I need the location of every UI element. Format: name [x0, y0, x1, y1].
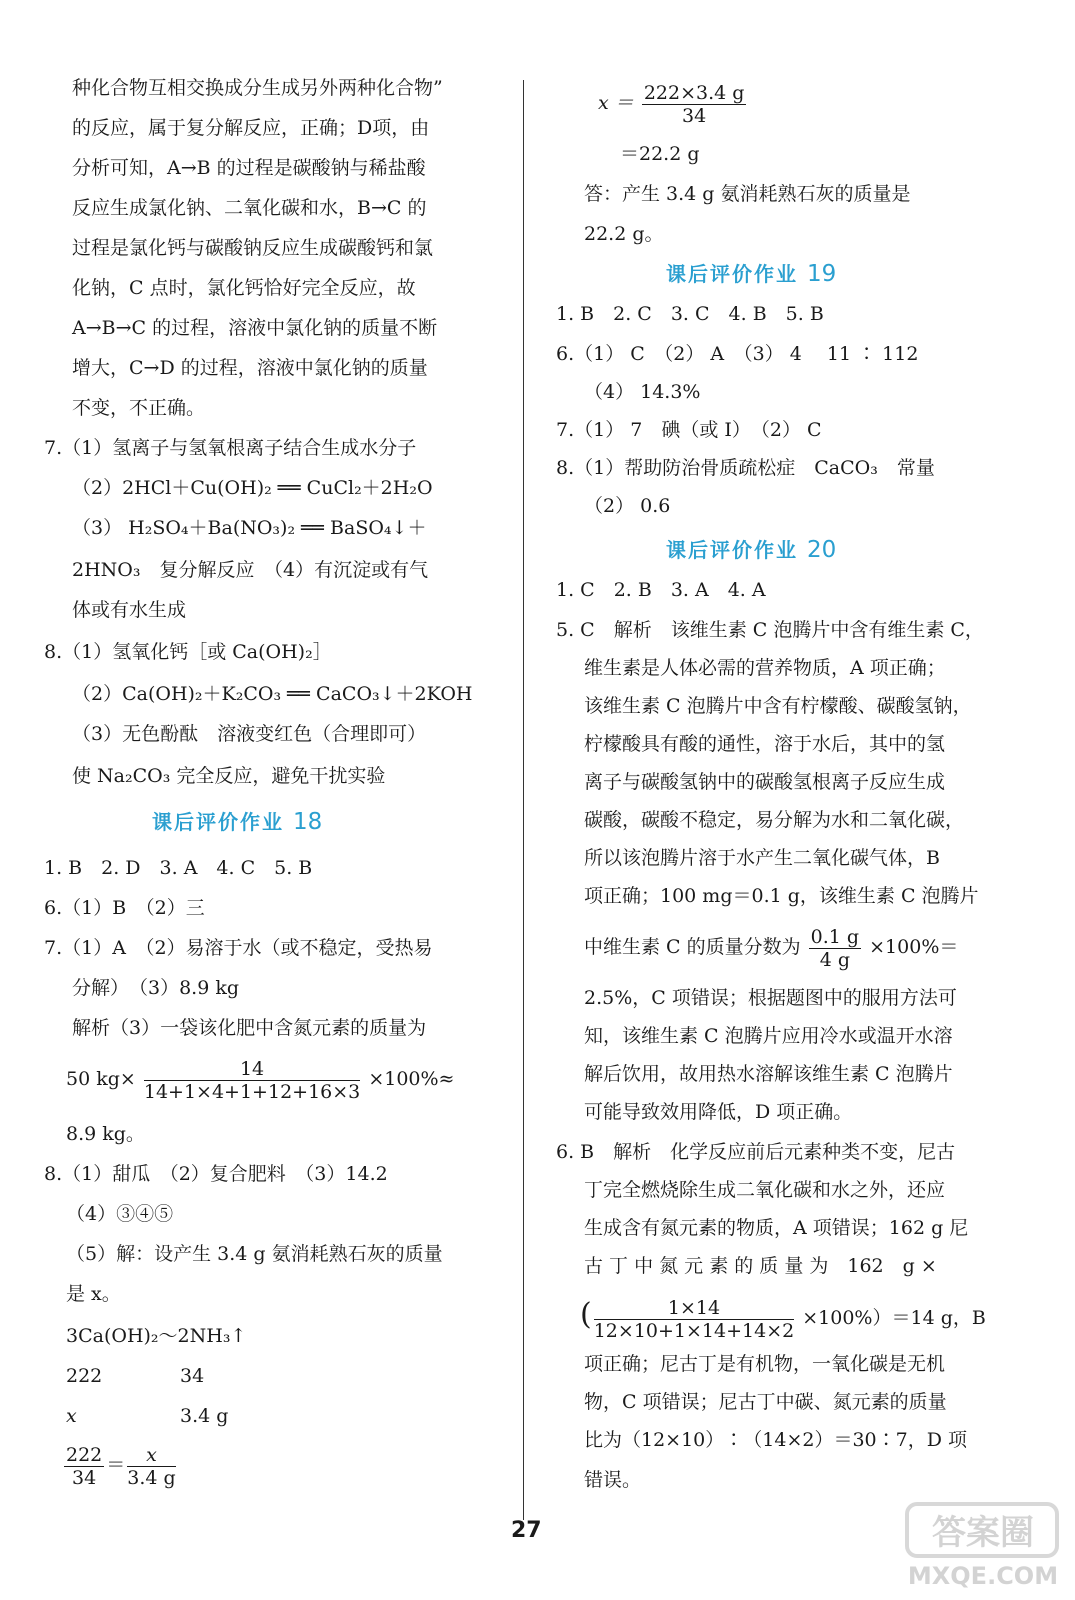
answer-line: 7.（1）A （2）易溶于水（或不稳定，受热易 — [44, 937, 433, 959]
formula-prefix: 中维生素 C 的质量分数为 — [584, 936, 801, 958]
text-line: 知，该维生素 C 泡腾片应用冷水或温开水溶 — [584, 1025, 953, 1047]
denominator: 12×10+1×14+14×2 — [593, 1319, 795, 1342]
text-line: A→B→C 的过程，溶液中氯化钠的质量不断 — [72, 317, 438, 339]
text-line: 反应生成氯化钠、二氧化碳和水，B→C 的 — [72, 197, 427, 219]
text-line: 物，C 项错误；尼古丁中碳、氮元素的质量 — [584, 1391, 947, 1413]
numerator: 222×3.4 g — [643, 81, 745, 104]
denominator: 4 g — [819, 948, 851, 971]
fraction — [127, 1444, 175, 1489]
answer-line: 答：产生 3.4 g 氨消耗熟石灰的质量是 — [584, 183, 911, 205]
page-number: 27 — [511, 1518, 542, 1543]
denominator: 14+1×4+1+12+16×3 — [143, 1080, 361, 1103]
section-heading-18 — [152, 806, 322, 835]
watermark-logo — [905, 1500, 1065, 1592]
answer-line: （4） 14.3% — [584, 381, 701, 403]
text-line: 离子与碳酸氢钠中的碳酸氢根离子反应生成 — [584, 771, 946, 793]
ratio-cell: 34 — [180, 1365, 205, 1387]
section-heading-19 — [666, 258, 836, 287]
answer-line: 是 x。 — [66, 1283, 121, 1305]
formula-line — [598, 78, 748, 128]
text-line: 化钠，C 点时，氯化钙恰好完全反应，故 — [72, 277, 416, 299]
formula-suffix: ×100%）＝14 g，B — [802, 1307, 986, 1329]
answer-8-4: 使 Na₂CO₃ 完全反应，避免干扰实验 — [72, 765, 386, 787]
fraction — [594, 1297, 794, 1342]
text-line: 不变，不正确。 — [72, 397, 206, 419]
text-line: 古 丁 中 氮 元 素 的 质 量 为 162 g × — [584, 1255, 937, 1277]
answer-line: 1. C 2. B 3. A 4. A — [556, 579, 766, 601]
answer-line: 8.（1）甜瓜 （2）复合肥料 （3）14.2 — [44, 1163, 388, 1185]
answer-line: 5. C 解析 该维生素 C 泡腾片中含有维生素 C， — [556, 619, 984, 641]
text-line: 2.5%，C 项错误；根据题图中的服用方法可 — [584, 987, 957, 1009]
denominator: 34 — [72, 1466, 97, 1489]
section-heading-20 — [666, 534, 836, 563]
answer-line: 1. B 2. C 3. C 4. B 5. B — [556, 303, 824, 325]
answer-line: 6. B 解析 化学反应前后元素种类不变，尼古 — [556, 1141, 956, 1163]
svg-text:MXQE.COM: MXQE.COM — [907, 1562, 1059, 1590]
text-line: 柠檬酸具有酸的通性，溶于水后，其中的氢 — [584, 733, 946, 755]
fraction — [144, 1058, 360, 1103]
answer-line: 22.2 g。 — [584, 223, 664, 245]
numerator: x — [127, 1444, 175, 1467]
section-number: 19 — [806, 261, 837, 287]
text-line: 可能导致效用降低，D 项正确。 — [584, 1101, 853, 1123]
formula-suffix: ×100%＝ — [869, 936, 959, 958]
answer-line: 7.（1） 7 碘（或 I） （2） C — [556, 419, 822, 441]
answer-8-1: 8.（1）氢氧化钙［或 Ca(OH)₂］ — [44, 641, 332, 663]
formula-prefix: 50 kg× — [66, 1068, 136, 1090]
result-line: 8.9 kg。 — [66, 1123, 145, 1145]
text-line: 项正确；100 mg＝0.1 g，该维生素 C 泡腾片 — [584, 885, 979, 907]
answer-line: 6.（1） C （2） A （3） 4 11 ∶ 112 — [556, 343, 919, 365]
formula-suffix: ×100%≈ — [368, 1068, 455, 1090]
section-number: 20 — [806, 537, 837, 563]
answer-line: 6.（1）B （2）三 — [44, 897, 205, 919]
analysis-line: 解析（3）一袋该化肥中含氮元素的质量为 — [72, 1017, 427, 1039]
equation-line: 3Ca(OH)₂～2NH₃↑ — [66, 1325, 247, 1347]
answer-line: 分解） （3）8.9 kg — [72, 977, 240, 999]
text-line: 的反应，属于复分解反应，正确；D项，由 — [72, 117, 430, 139]
text-line: 碳酸，碳酸不稳定，易分解为水和二氧化碳， — [584, 809, 965, 831]
text-line: 增大，C→D 的过程，溶液中氯化钠的质量 — [72, 357, 428, 379]
ratio-cell: 3.4 g — [180, 1405, 229, 1427]
text-line: 生成含有氮元素的物质，A 项错误；162 g 尼 — [584, 1217, 969, 1239]
text-line: 维生素是人体必需的营养物质，A 项正确； — [584, 657, 946, 679]
denominator: 3.4 g — [127, 1466, 176, 1489]
answer-line: 1. B 2. D 3. A 4. C 5. B — [44, 857, 313, 879]
text-line: 解后饮用，故用热水溶解该维生素 C 泡腾片 — [584, 1063, 953, 1085]
fraction — [809, 926, 861, 971]
answer-8-2: （2）Ca(OH)₂＋K₂CO₃ ══ CaCO₃↓＋2KOH — [72, 683, 473, 705]
section-title: 课后评价作业 — [666, 262, 798, 286]
text-line: 种化合物互相交换成分生成另外两种化合物” — [72, 77, 443, 99]
text-line: 错误。 — [584, 1469, 642, 1491]
text-line: 过程是氯化钙与碳酸钠反应生成碳酸钙和氯 — [72, 237, 434, 259]
formula-line — [580, 1290, 986, 1340]
answer-line: （2） 0.6 — [584, 495, 671, 517]
text-line: 项正确；尼古丁是有机物，一氧化碳是无机 — [584, 1353, 946, 1375]
proportion-line: $\frac{222}{34}$ ＝ $\frac{x}{3.4 g}$ — [66, 1443, 176, 1489]
ratio-cell: x — [66, 1405, 77, 1427]
ratio-cell: 222 — [66, 1365, 103, 1387]
answer-line: （5）解：设产生 3.4 g 氨消耗熟石灰的质量 — [66, 1243, 443, 1265]
denominator: 34 — [682, 104, 707, 127]
answer-7-2: （2）2HCl＋Cu(OH)₂ ══ CuCl₂＋2H₂O — [72, 477, 433, 499]
numerator: 0.1 g — [810, 925, 860, 948]
answer-8-3: （3）无色酚酞 溶液变红色（合理即可） — [72, 723, 427, 745]
formula-line — [584, 922, 958, 972]
text-line: 该维生素 C 泡腾片中含有柠檬酸、碳酸氢钠， — [584, 695, 972, 717]
text-line: 分析可知，A→B 的过程是碳酸钠与稀盐酸 — [72, 157, 426, 179]
result-line: ＝22.2 g — [620, 143, 700, 165]
answer-7-1: 7.（1）氢离子与氢氧根离子结合生成水分子 — [44, 437, 417, 459]
text-line: 丁完全燃烧除生成二氧化碳和水之外，还应 — [584, 1179, 946, 1201]
formula-line — [66, 1054, 454, 1104]
text-line: 所以该泡腾片溶于水产生二氧化碳气体，B — [584, 847, 940, 869]
numerator: 222 — [66, 1443, 103, 1466]
answer-line: （4）③④⑤ — [66, 1203, 174, 1225]
column-divider — [523, 80, 524, 1520]
section-number: 18 — [292, 809, 323, 835]
text-line: 比为（12×10）∶（14×2）＝30∶7，D 项 — [584, 1429, 967, 1451]
answer-7-4: 2HNO₃ 复分解反应 （4）有沉淀或有气 — [72, 559, 429, 581]
section-title: 课后评价作业 — [666, 538, 798, 562]
paren-open: ( — [580, 1297, 592, 1332]
answer-7-3: （3） H₂SO₄＋Ba(NO₃)₂ ══ BaSO₄↓＋ — [72, 517, 427, 539]
fraction — [642, 82, 747, 127]
formula-prefix: x ＝ — [598, 92, 634, 114]
fraction — [64, 1444, 104, 1489]
section-title: 课后评价作业 — [152, 810, 284, 834]
answer-line: 8.（1）帮助防治骨质疏松症 CaCO₃ 常量 — [556, 457, 935, 479]
answer-7-5: 体或有水生成 — [72, 599, 187, 621]
numerator: 1×14 — [594, 1297, 794, 1320]
svg-text:答案圈: 答案圈 — [932, 1513, 1034, 1553]
numerator: 14 — [144, 1058, 360, 1081]
